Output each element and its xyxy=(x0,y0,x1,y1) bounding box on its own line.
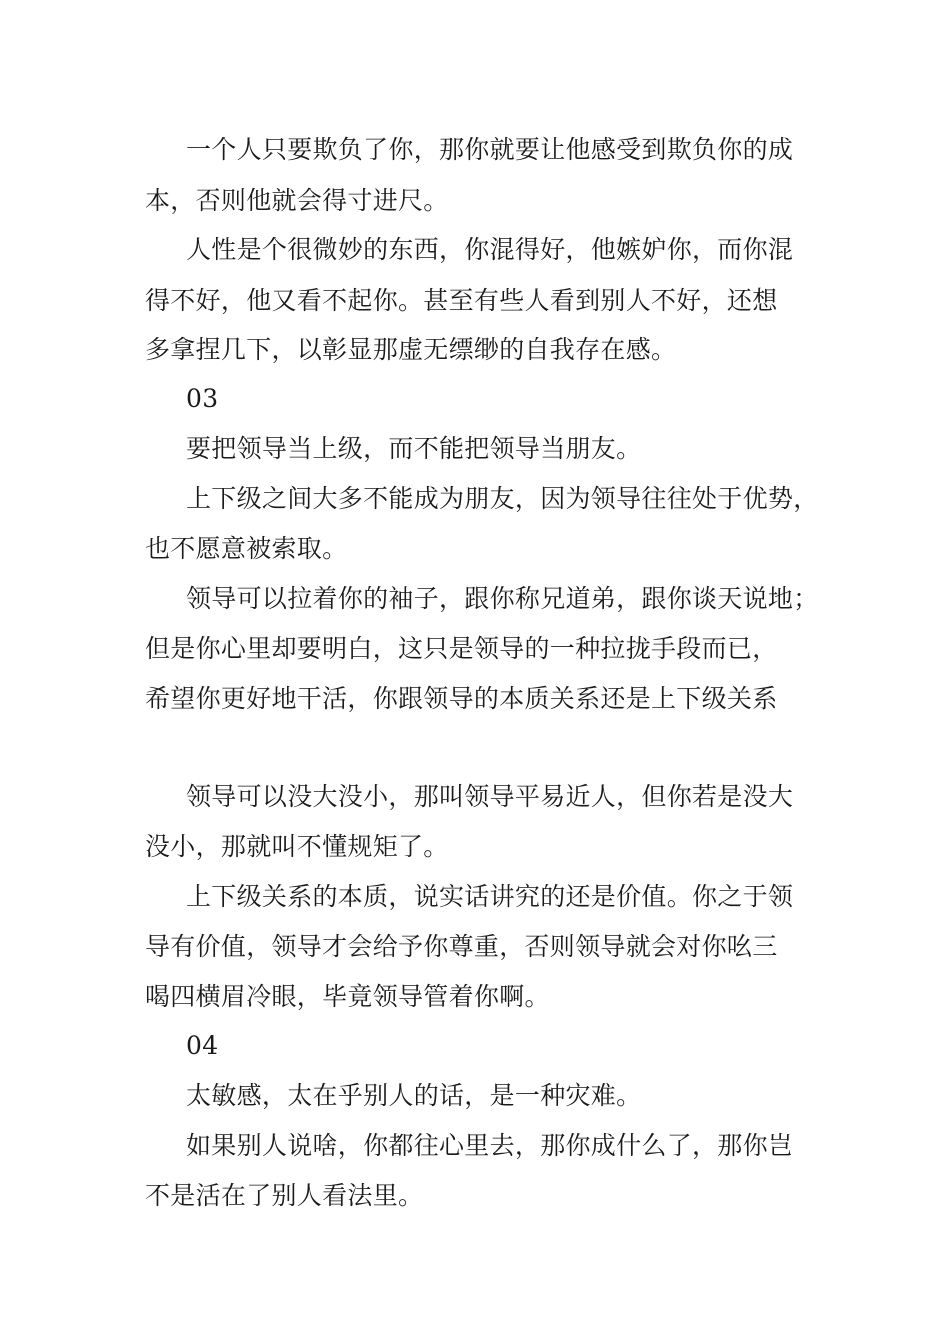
paragraph-line: 导有价值，领导才会给予你尊重，否则领导就会对你吆三 xyxy=(145,932,778,961)
paragraph-line: 领导可以拉着你的袖子，跟你称兄道弟，跟你谈天说地； xyxy=(186,584,819,613)
paragraph-line: 没小，那就叫不懂规矩了。 xyxy=(145,832,449,861)
paragraph-line: 如果别人说啥，你都往心里去，那你成什么了，那你岂 xyxy=(186,1131,794,1160)
paragraph-line: 希望你更好地干活，你跟领导的本质关系还是上下级关系 xyxy=(145,684,778,713)
paragraph-line: 领导可以没大没小，那叫领导平易近人，但你若是没大 xyxy=(186,782,794,811)
paragraph-line: 喝四横眉冷眼，毕竟领导管着你啊。 xyxy=(145,982,550,1011)
paragraph-line: 得不好，他又看不起你。甚至有些人看到别人不好，还想 xyxy=(145,286,778,315)
paragraph-line: 也不愿意被索取。 xyxy=(145,534,348,563)
paragraph-line: 要把领导当上级，而不能把领导当朋友。 xyxy=(186,434,642,463)
paragraph-line: 上下级关系的本质，说实话讲究的还是价值。你之于领 xyxy=(186,882,794,911)
paragraph-line: 多拿捏几下，以彰显那虚无缥缈的自我存在感。 xyxy=(145,335,677,364)
paragraph-line: 太敏感，太在乎别人的话，是一种灾难。 xyxy=(186,1081,642,1110)
section-number: 03 xyxy=(186,384,219,413)
paragraph-line: 但是你心里却要明白，这只是领导的一种拉拢手段而已， xyxy=(145,634,778,663)
paragraph-line: 上下级之间大多不能成为朋友，因为领导往往处于优势， xyxy=(186,484,819,513)
section-number: 04 xyxy=(186,1031,219,1060)
paragraph-line: 一个人只要欺负了你，那你就要让他感受到欺负你的成 xyxy=(186,135,794,164)
paragraph-line: 人性是个很微妙的东西，你混得好，他嫉妒你，而你混 xyxy=(186,235,794,264)
paragraph-line: 不是活在了别人看法里。 xyxy=(145,1181,424,1210)
paragraph-line: 本，否则他就会得寸进尺。 xyxy=(145,186,449,215)
